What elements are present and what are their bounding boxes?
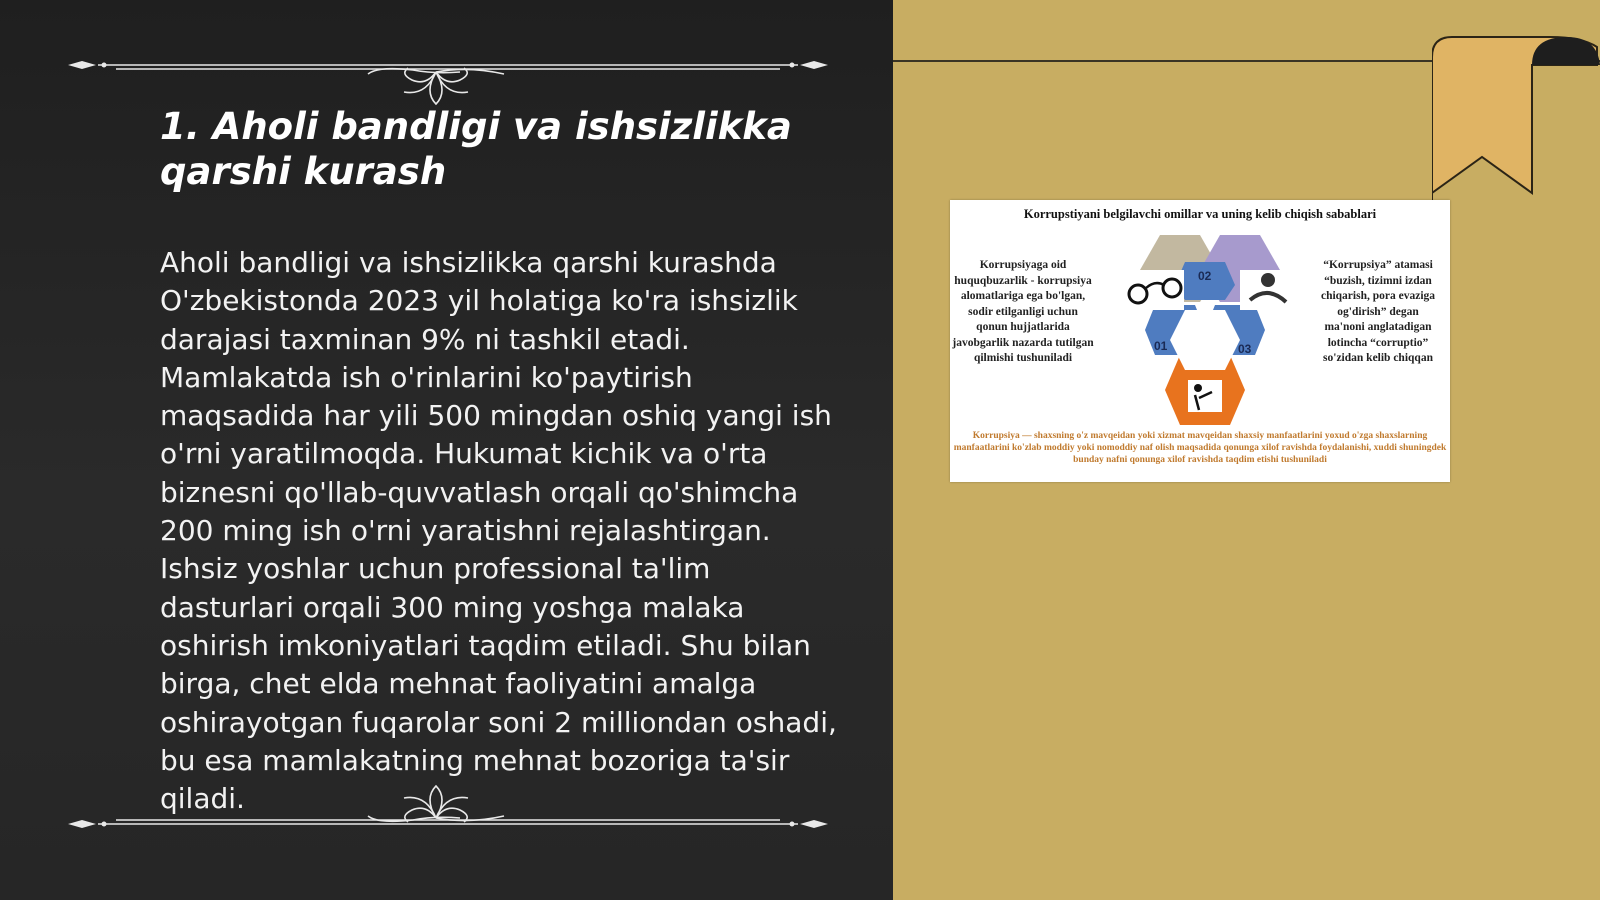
corruption-infographic: [950, 200, 1450, 482]
infographic-left-text: Korrupsiyaga oid huquqbuzarlik - korrupsiya alomatlariga ega bo'lgan, sodir etilganligi uchun qonun hujjatlarida javobgarlik nazarda tutilgan qilmishi tushuniladi: [952, 259, 1094, 364]
bookmark-ribbon-icon: [1432, 35, 1600, 200]
slide-body-text: Aholi bandligi va ishsizlikka qarshi kurashda O'zbekistonda 2023 yil holatiga ko'ra ishsizlik darajasi taxminan 9% ni tashkil etadi. Mamlakatda ish o'rinlarini ko'paytirish maqsadida har yili 500 mingdan oshiq yangi ish o'rni yaratilmoqda. Hukumat kichik va o'rta biznesni qo'llab-quvvatlash orqali qo'shimcha 200 ming ish o'rni yaratishni rejalashtirgan. Ishsiz yoshlar uchun professional ta'lim dasturlari orqali 300 ming yoshga malaka oshirish imkoniyatlari taqdim etiladi. Shu bilan birga, chet elda mehnat faoliyatini amalga oshirayotgan fuqarolar soni 2 milliondan oshadi, bu esa mamlakatning mehnat bozoriga ta'sir qiladi.: [160, 246, 837, 816]
thief-icon: [1240, 270, 1296, 310]
handcuffs-icon: [1128, 270, 1184, 310]
hexagon-cycle-graphic: [1100, 230, 1310, 430]
hex-label-01: 01: [1154, 339, 1168, 353]
hex-label-03: 03: [1238, 342, 1252, 356]
infographic-right-text: “Korrupsiya” atamasi “buzish, tizimni izdan chiqarish, pora evaziga og'dirish” degan ma'noni anglatadigan lotincha “corruptio” so'zidan kelib chiqqan: [1320, 259, 1436, 364]
bribe-icon: [1188, 380, 1222, 412]
hex-label-02: 02: [1198, 269, 1212, 283]
infographic-title: Korrupstiyani belgilavchi omillar va uning kelib chiqish sabablari: [1023, 207, 1377, 221]
slide-title: 1. Aholi bandligi va ishsizlikka qarshi kurash: [160, 105, 792, 193]
infographic-footer-text: Korrupsiya — shaxsning o'z mavqeidan yoki xizmat mavqeidan shaxsiy manfaatlarini yoxud o'zga shaxslarning manfaatlarini ko'zlab moddiy yoki nomoddiy naf olish maqsadida qonunga xilof ravishda foydalanishi, xuddi shuningdek bunday nafni qonunga xilof ravishda taqdim etishi tushuniladi: [953, 431, 1447, 465]
